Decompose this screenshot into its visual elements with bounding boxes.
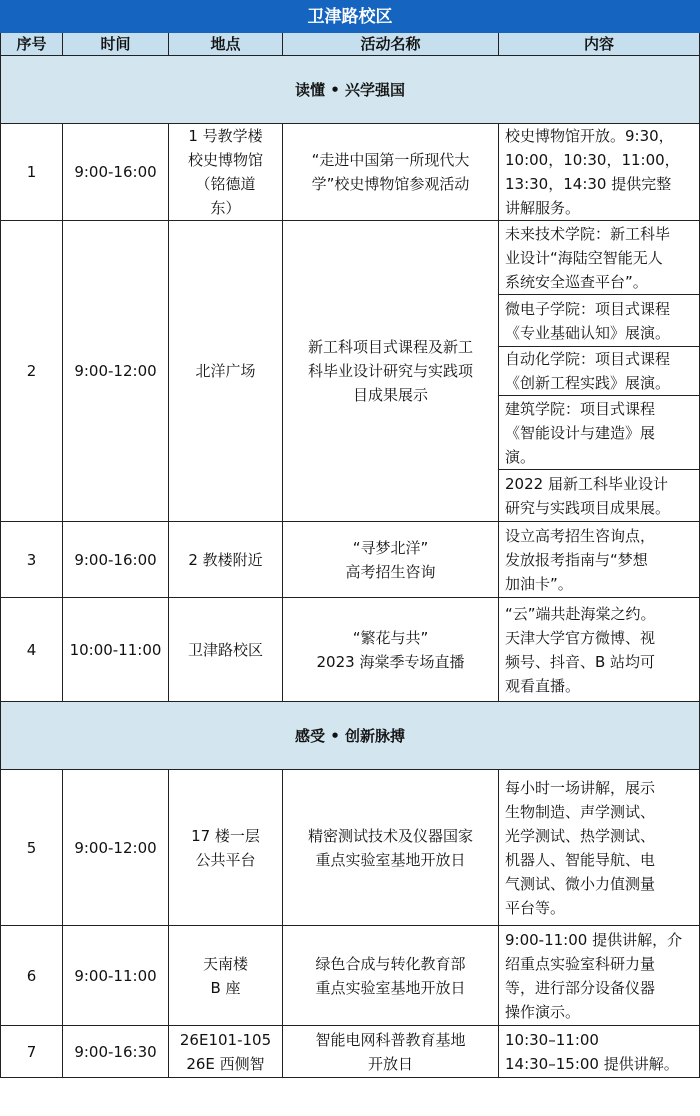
row-time: 9:00-16:00: [63, 124, 169, 221]
table-row: [1, 926, 700, 1026]
row-content: 每小时一场讲解，展示 生物制造、声学测试、 光学测试、热学测试、 机器人、智能导航、电 气测试、微小力值测量 平台等。: [499, 770, 700, 926]
row-place: 天南楼 B 座: [169, 926, 283, 1026]
row-activity: 绿色合成与转化教育部 重点实验室基地开放日: [283, 926, 499, 1026]
row-time: 9:00-12:00: [63, 221, 169, 522]
row-content: 9:00-11:00 提供讲解，介 绍重点实验室科研力量 等，进行部分设备仪器 操作演示。: [499, 926, 700, 1026]
row-number: 3: [1, 522, 63, 598]
section-title: 感受 • 创新脉搏: [1, 702, 700, 770]
table-row: [1, 598, 700, 702]
row-number: 4: [1, 598, 63, 702]
row-place: 卫津路校区: [169, 598, 283, 702]
section-title: 读懂 • 兴学强国: [1, 56, 700, 124]
row-time: 9:00-12:00: [63, 770, 169, 926]
row-number: 6: [1, 926, 63, 1026]
row-activity: 精密测试技术及仪器国家 重点实验室基地开放日: [283, 770, 499, 926]
row-content: 自动化学院：项目式课程 《创新工程实践》展演。: [499, 347, 700, 396]
row-activity: “走进中国第一所现代大 学”校史博物馆参观活动: [283, 124, 499, 221]
row-number: 1: [1, 124, 63, 221]
row-content: 未来技术学院：新工科毕 业设计“海陆空智能无人 系统安全巡查平台”。: [499, 221, 700, 295]
row-time: 9:00-16:30: [63, 1026, 169, 1078]
row-content: 校史博物馆开放。9:30， 10:00，10:30，11:00， 13:30，14:30 提供完整 讲解服务。: [499, 124, 700, 221]
row-number: 7: [1, 1026, 63, 1078]
header-content: 内容: [499, 33, 700, 56]
row-content: 建筑学院：项目式课程 《智能设计与建造》展 演。: [499, 396, 700, 470]
header-number: 序号: [1, 33, 63, 56]
header-row: [1, 33, 700, 56]
section-row: [1, 56, 700, 124]
row-number: 5: [1, 770, 63, 926]
section-row: [1, 702, 700, 770]
row-activity: 新工科项目式课程及新工 科毕业设计研究与实践项 目成果展示: [283, 221, 499, 522]
row-activity: “繁花与共” 2023 海棠季专场直播: [283, 598, 499, 702]
row-content: “云”端共赴海棠之约。 天津大学官方微博、视 频号、抖音、B 站均可 观看直播。: [499, 598, 700, 702]
row-content: 10:30–11:00 14:30–15:00 提供讲解。: [499, 1026, 700, 1078]
row-place: 26E101-105 26E 西侧智: [169, 1026, 283, 1078]
row-content: 2022 届新工科毕业设计 研究与实践项目成果展。: [499, 470, 700, 522]
table-row: [1, 124, 700, 221]
table-row: [1, 1026, 700, 1078]
row-place: 17 楼一层 公共平台: [169, 770, 283, 926]
table-row: [1, 221, 700, 295]
row-time: 9:00-16:00: [63, 522, 169, 598]
row-content: 设立高考招生咨询点， 发放报考指南与“梦想 加油卡”。: [499, 522, 700, 598]
row-activity: 智能电网科普教育基地 开放日: [283, 1026, 499, 1078]
row-place: 北洋广场: [169, 221, 283, 522]
row-place: 1 号教学楼 校史博物馆 （铭德道 东）: [169, 124, 283, 221]
header-activity: 活动名称: [283, 33, 499, 56]
table-row: [1, 770, 700, 926]
row-number: 2: [1, 221, 63, 522]
row-place: 2 教楼附近: [169, 522, 283, 598]
row-time: 9:00-11:00: [63, 926, 169, 1026]
header-time: 时间: [63, 33, 169, 56]
header-place: 地点: [169, 33, 283, 56]
table-title: 卫津路校区: [1, 1, 700, 33]
row-activity: “寻梦北洋” 高考招生咨询: [283, 522, 499, 598]
row-content: 微电子学院：项目式课程 《专业基础认知》展演。: [499, 295, 700, 347]
table-row: [1, 522, 700, 598]
row-time: 10:00-11:00: [63, 598, 169, 702]
